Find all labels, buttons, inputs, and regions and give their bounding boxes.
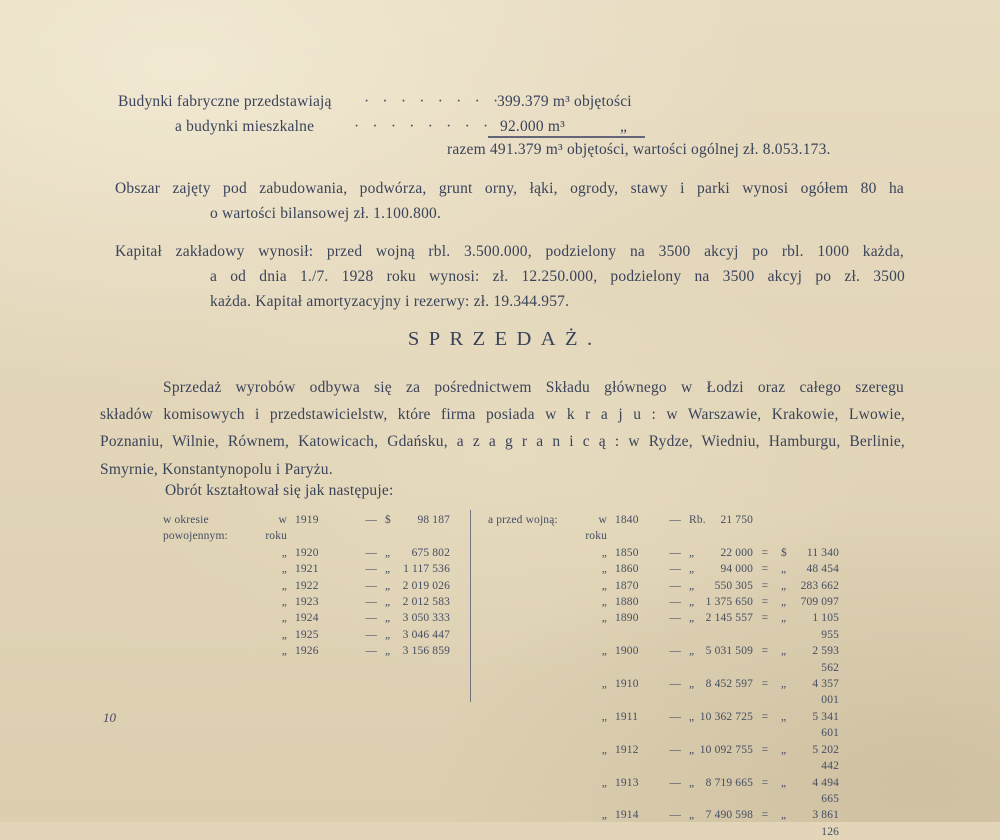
table-row [163, 627, 450, 643]
table-row [488, 561, 839, 577]
dash-cell: — [669, 809, 681, 822]
year-cell: 1923 [295, 596, 319, 609]
dash-cell: — [365, 645, 377, 658]
table-row [488, 594, 839, 610]
page-number: 10 [103, 710, 116, 725]
currency2-cell: „ [781, 809, 787, 822]
value-cell: 3 156 859 [402, 645, 450, 658]
currency-cell: $ [385, 514, 391, 526]
row-prefix: „ [281, 612, 287, 625]
currency2-cell: „ [781, 612, 787, 625]
year-cell: 1860 [615, 563, 639, 576]
dash-cell: — [669, 678, 681, 691]
area-paragraph-line: o wartości bilansowej zł. 1.100.800. [210, 205, 442, 222]
table-row [163, 610, 450, 626]
row-prefix: „ [601, 743, 607, 756]
currency-cell: „ [689, 710, 695, 723]
table-row [163, 594, 450, 610]
dash-cell: — [365, 514, 377, 526]
value2-cell: 1 105 955 [812, 612, 839, 641]
currency-cell: „ [385, 579, 391, 592]
currency2-cell: $ [781, 546, 787, 559]
equals-cell: = [761, 743, 769, 756]
postwar-turnover-table [163, 512, 450, 660]
currency-cell: „ [689, 612, 695, 625]
value2-cell: 48 454 [806, 563, 839, 576]
volume-line2-label: a budynki mieszkalne [175, 118, 315, 135]
dot-leader: · · · · · · · · [354, 118, 489, 135]
currency-cell: Rb. [689, 514, 706, 526]
sales-paragraph-line: Smyrnie, Konstantynopolu i Paryżu. [100, 461, 333, 478]
equals-cell: = [761, 612, 769, 625]
row-label [488, 807, 575, 840]
value-cell: 2 012 583 [402, 596, 450, 609]
row-prefix: „ [601, 612, 607, 625]
year-cell: 1900 [615, 645, 639, 658]
dot-leader: · · · · · · · · [364, 93, 499, 110]
row-label [488, 578, 575, 594]
currency2-cell: „ [781, 596, 787, 609]
equals-cell: = [761, 678, 769, 691]
row-label [163, 643, 255, 659]
currency-cell: „ [385, 563, 391, 576]
row-prefix: „ [601, 776, 607, 789]
row-label [163, 610, 255, 626]
table-row [163, 643, 450, 659]
currency2-cell: „ [781, 678, 787, 691]
value2-cell: 5 341 601 [812, 710, 839, 740]
row-prefix: „ [281, 596, 287, 609]
year-cell: 1890 [615, 612, 639, 625]
section-heading-sprzedaz: SPRZEDAŻ. [407, 328, 602, 350]
dash-cell: — [669, 645, 681, 658]
currency-cell: „ [385, 628, 391, 641]
prewar-turnover-table [488, 512, 839, 840]
currency-cell: „ [689, 546, 695, 559]
row-label [163, 594, 255, 610]
row-prefix: „ [281, 563, 287, 576]
row-label [488, 594, 575, 610]
table-row [488, 709, 839, 742]
currency2-cell: „ [781, 710, 787, 723]
volume-line1-value: 399.379 m³ objętości [497, 93, 632, 110]
equals-cell: = [761, 809, 769, 822]
table-row [488, 742, 839, 775]
dash-cell: — [669, 563, 681, 576]
value-cell: 3 050 333 [402, 612, 450, 625]
capital-paragraph-line: a od dnia 1./7. 1928 roku wynosi: zł. 12.250.000, podzielony na 3500 akcyj po zł. 3500 [210, 268, 905, 285]
year-cell: 1920 [295, 546, 319, 559]
value2-cell: 4 357 001 [812, 678, 839, 707]
year-cell: 1922 [295, 579, 319, 592]
dash-cell: — [365, 579, 377, 592]
dash-cell: — [365, 546, 377, 559]
volume-line1-label: Budynki fabryczne przedstawiają [118, 93, 332, 110]
value2-cell: 283 662 [800, 579, 839, 592]
currency-cell: „ [385, 596, 391, 609]
dash-cell: — [669, 612, 681, 625]
value-cell: 2 145 557 [705, 612, 753, 625]
value-cell: 22 000 [720, 546, 753, 559]
year-cell: 1880 [615, 596, 639, 609]
table-divider [470, 510, 471, 702]
volume-line2-value: 92.000 m³ [500, 118, 566, 135]
value-cell: 21 750 [720, 514, 753, 526]
row-label [488, 643, 575, 676]
row-prefix: „ [281, 645, 287, 658]
dash-cell: — [669, 743, 681, 756]
value2-cell: 4 494 665 [812, 776, 839, 805]
row-label [163, 578, 255, 594]
row-prefix: „ [601, 596, 607, 609]
value2-cell: 2 593 562 [812, 645, 839, 674]
turnover-intro: Obrót kształtował się jak następuje: [165, 482, 394, 499]
row-prefix: w roku [265, 514, 287, 543]
equals-cell: = [761, 776, 769, 789]
value-cell: 550 305 [714, 579, 753, 592]
row-prefix: „ [601, 678, 607, 691]
value-cell: 8 719 665 [705, 776, 753, 789]
row-prefix: „ [601, 579, 607, 592]
row-label [488, 709, 575, 742]
equals-cell: = [761, 579, 769, 592]
value-cell: 3 046 447 [402, 628, 450, 641]
dash-cell: — [365, 563, 377, 576]
capital-paragraph-line: każda. Kapitał amortyzacyjny i rezerwy: zł. 19.344.957. [210, 293, 570, 310]
row-label [488, 545, 575, 561]
dash-cell: — [669, 776, 681, 789]
value-cell: 94 000 [720, 563, 753, 576]
currency2-cell: „ [781, 563, 787, 576]
sum-underline [488, 136, 645, 138]
row-label [163, 561, 255, 577]
row-label [488, 742, 575, 775]
row-label [488, 775, 575, 808]
year-cell: 1870 [615, 579, 639, 592]
currency2-cell: „ [781, 579, 787, 592]
dash-cell: — [669, 596, 681, 609]
sales-paragraph-line: składów komisowych i przedstawicielstw, które firma posiada w k r a j u : w Warszawie, Krakowie, Lwowie, [100, 406, 905, 423]
value-cell: 8 452 597 [705, 678, 753, 691]
row-label: a przed wojną: [488, 514, 558, 526]
year-cell: 1840 [615, 514, 639, 526]
row-prefix: „ [601, 546, 607, 559]
value-cell: 1 375 650 [705, 596, 753, 609]
table-row [488, 512, 839, 545]
dash-cell: — [669, 546, 681, 559]
year-cell: 1911 [615, 710, 639, 723]
equals-cell: = [761, 596, 769, 609]
currency-cell: „ [689, 678, 695, 691]
year-cell: 1924 [295, 612, 319, 625]
row-label [488, 676, 575, 709]
value-cell: 5 031 509 [705, 645, 753, 658]
row-prefix: „ [601, 809, 607, 822]
currency-cell: „ [689, 809, 695, 822]
year-cell: 1925 [295, 628, 319, 641]
equals-cell: = [761, 546, 769, 559]
row-prefix: w roku [585, 514, 607, 543]
year-cell: 1914 [615, 809, 639, 822]
value2-cell [793, 512, 839, 545]
currency-cell: „ [385, 612, 391, 625]
dash-cell: — [365, 612, 377, 625]
row-prefix: „ [601, 563, 607, 576]
currency-cell: „ [385, 546, 391, 559]
equals-cell: = [761, 710, 769, 723]
year-cell: 1912 [615, 743, 639, 756]
value-cell: 10 362 725 [699, 710, 753, 723]
value-cell: 7 490 598 [705, 809, 753, 822]
equals-cell: = [761, 645, 769, 658]
currency-cell: „ [385, 645, 391, 658]
table-row [488, 545, 839, 561]
row-label: w okresie powojennym: [163, 514, 228, 543]
currency-cell: „ [689, 645, 695, 658]
currency-cell: „ [689, 596, 695, 609]
equals-cell [753, 512, 777, 545]
currency2-cell: „ [781, 776, 787, 789]
table-row [163, 561, 450, 577]
row-label [163, 627, 255, 643]
row-label [488, 610, 575, 643]
dash-cell: — [365, 596, 377, 609]
year-cell: 1921 [295, 563, 319, 576]
sales-paragraph-line: Poznaniu, Wilnie, Równem, Katowicach, Gdańsku, a z a g r a n i c ą : w Rydze, Wiedniu, Hamburgu, Berlinie, [100, 433, 905, 450]
table-row [488, 676, 839, 709]
row-prefix: „ [281, 628, 287, 641]
value-cell: 675 802 [411, 546, 450, 559]
row-prefix: „ [281, 546, 287, 559]
currency-cell: „ [689, 563, 695, 576]
table-row [163, 545, 450, 561]
table-row [488, 807, 839, 840]
table-row [488, 643, 839, 676]
table-row [488, 578, 839, 594]
dash-cell: — [365, 628, 377, 641]
year-cell: 1910 [615, 678, 639, 691]
currency2-cell [777, 512, 793, 545]
value2-cell: 11 340 [806, 546, 839, 559]
ditto-mark: „ [620, 118, 628, 135]
currency-cell: „ [689, 743, 695, 756]
capital-paragraph-line: Kapitał zakładowy wynosił: przed wojną rbl. 3.500.000, podzielony na 3500 akcyj po rbl. 1000 każda, [115, 243, 904, 260]
table-row [163, 512, 450, 545]
row-prefix: „ [601, 645, 607, 658]
row-label [163, 545, 255, 561]
table-row [488, 610, 839, 643]
value2-cell: 3 861 126 [812, 809, 839, 838]
row-prefix: „ [601, 710, 607, 723]
currency-cell: „ [689, 776, 695, 789]
value-cell: 10 092 755 [699, 743, 753, 756]
currency2-cell: „ [781, 645, 787, 658]
value2-cell: 709 097 [800, 596, 839, 609]
value-cell: 2 019 026 [402, 579, 450, 592]
value-cell: 98 187 [417, 514, 450, 526]
year-cell: 1926 [295, 645, 319, 658]
year-cell: 1913 [615, 776, 639, 789]
equals-cell: = [761, 563, 769, 576]
sales-paragraph-line: Sprzedaż wyrobów odbywa się za pośrednictwem Składu głównego w Łodzi oraz całego szeregu [163, 379, 904, 396]
dash-cell: — [669, 579, 681, 592]
table-row [163, 578, 450, 594]
currency2-cell: „ [781, 743, 787, 756]
year-cell: 1850 [615, 546, 639, 559]
area-paragraph-line: Obszar zajęty pod zabudowania, podwórza, grunt orny, łąki, ogrody, stawy i parki wynosi ogółem 80 ha [115, 180, 904, 197]
volume-total-line: razem 491.379 m³ objętości, wartości ogólnej zł. 8.053.173. [447, 141, 831, 158]
table-row [488, 775, 839, 808]
dash-cell: — [669, 514, 681, 526]
value-cell: 1 117 536 [403, 563, 450, 576]
currency-cell: „ [689, 579, 695, 592]
row-prefix: „ [281, 579, 287, 592]
value2-cell: 5 202 442 [812, 743, 839, 773]
dash-cell: — [669, 710, 681, 723]
year-cell: 1919 [295, 514, 319, 526]
row-label [488, 561, 575, 577]
